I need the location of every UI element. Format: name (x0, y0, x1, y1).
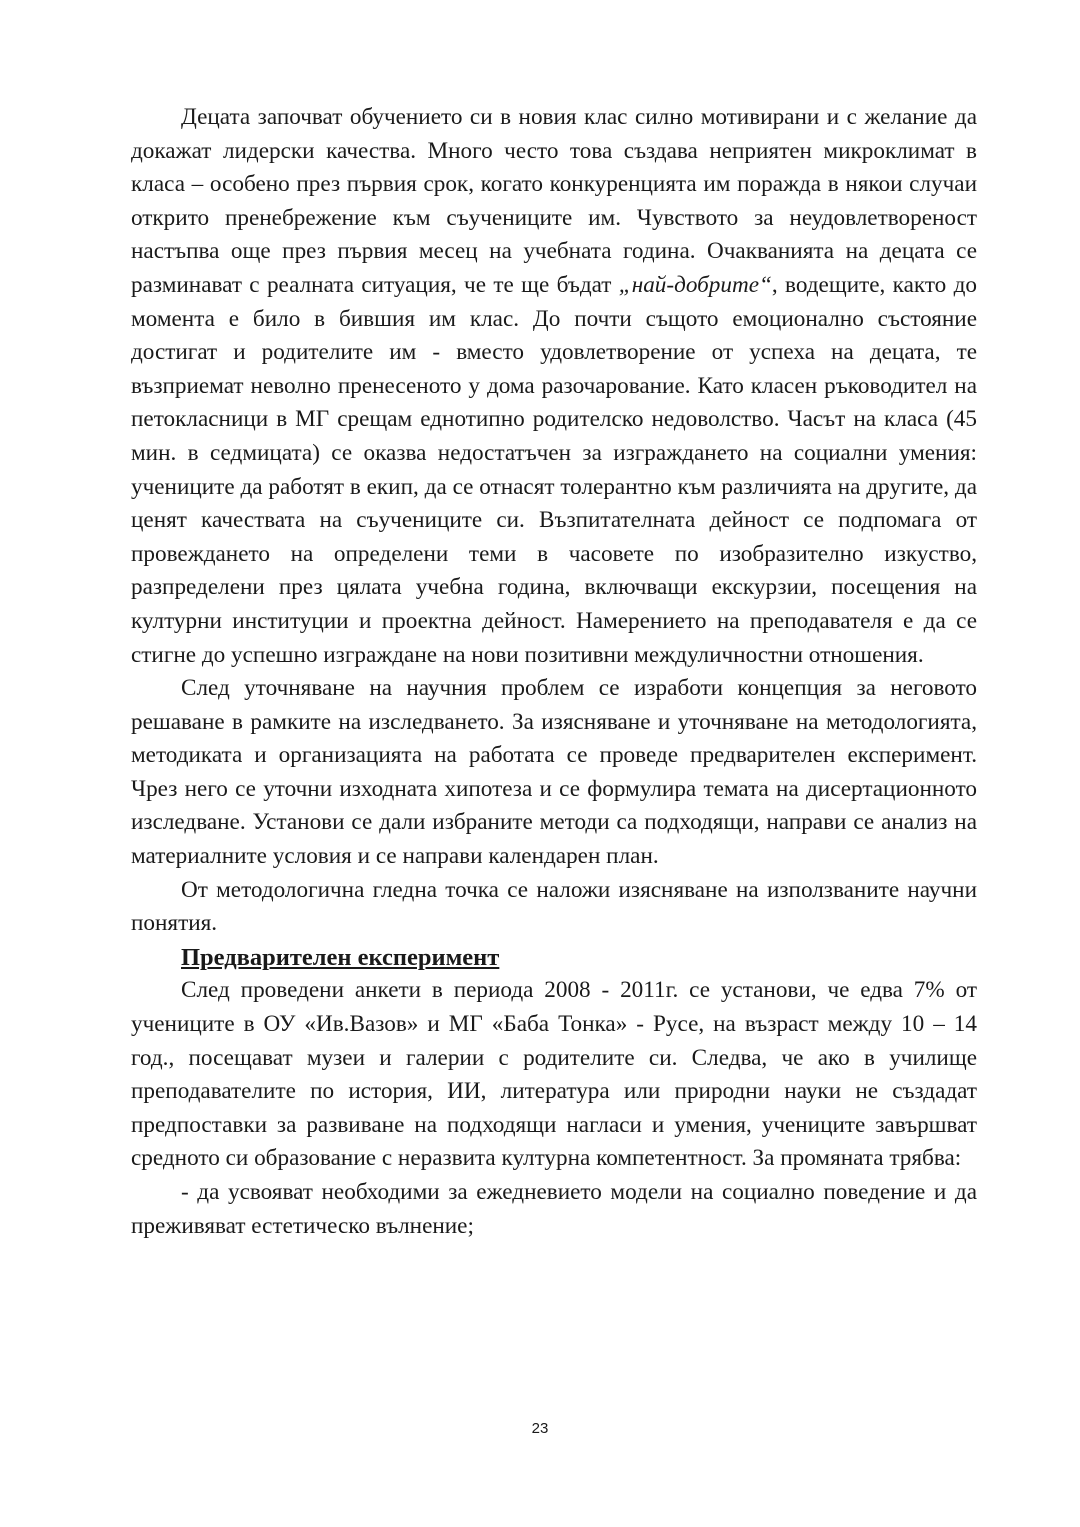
document-body (131, 101, 977, 1243)
section-heading: Предварителен експеримент (181, 943, 500, 971)
paragraph-5: - да усвояват необходими за ежедневието модели на социално поведение и да преживяват естетическо вълнение; (131, 1179, 977, 1239)
paragraph-1-text-a: Децата започват обучението си в новия клас силно мотивирани и с желание да докажат лидерски качества. Много често това създава неприятен микроклимат в класа – особено през първия срок, когато конкуренцията им поражда в някои случаи открито пренебрежение към съучениците им. Чувството за неудовлетвореност настъпва още през първия месец на учебната година. Очакванията на децата се разминават с реалната ситуация, че те ще бъдат (131, 104, 977, 298)
paragraph-2: След уточняване на научния проблем се изработи концепция за неговото решаване в рамките на изследването. За изясняване и уточняване на методологията, методиката и организацията на работата се проведе предварителен експеримент. Чрез него се уточни изходната хипотеза и се формулира темата на дисертационното изследване. Установи се дали избраните методи са подходящи, направи се анализ на материалните условия и се направи календарен план. (131, 675, 977, 870)
paragraph-4: След проведени анкети в периода 2008 - 2011г. се установи, че едва 7% от учениците в ОУ «Ив.Вазов» и МГ «Баба Тонка» - Русе, на възраст между 10 – 14 год., посещават музеи и галерии с родителите си. Следва, че ако в училище преподавателите по история, ИИ, литература или природни науки не създадат предпоставки за развиване на подходящи нагласи и умения, учениците завършват средното си образование с неразвита културна компетентност. За промяната трябва: (131, 977, 977, 1172)
paragraph-1 (131, 101, 977, 672)
page-number: 23 (531, 1420, 549, 1437)
paragraph-1-emphasis: „най-добрите“ (618, 271, 772, 298)
paragraph-3: От методологична гледна точка се наложи изясняване на използваните научни понятия. (131, 876, 977, 937)
paragraph-1-text-b: , водещите, както до момента е било в бившия им клас. До почти същото емоционално състояние достигат и родителите им - вместо удовлетворение от успеха на децата, те възприемат неволно пренесеното у дома разочарование. Като класен ръководител на петокласници в МГ срещам еднотипно родителско недоволство. Часът на класа (45 мин. в седмицата) се оказва недостатъчен за изграждането на социални умения: учениците да работят в екип, да се отнасят толерантно към различията на другите, да ценят качествата на съучениците си. Възпитателната дейност се подпомага от провеждането на определени теми в часовете по изобразително изкуство, разпределени през цялата учебна година, включващи екскурзии, посещения на културни институции и проектна дейност. Намерението на преподавателя е да се стигне до успешно изграждане на нови позитивни междуличностни отношения. (131, 271, 977, 668)
